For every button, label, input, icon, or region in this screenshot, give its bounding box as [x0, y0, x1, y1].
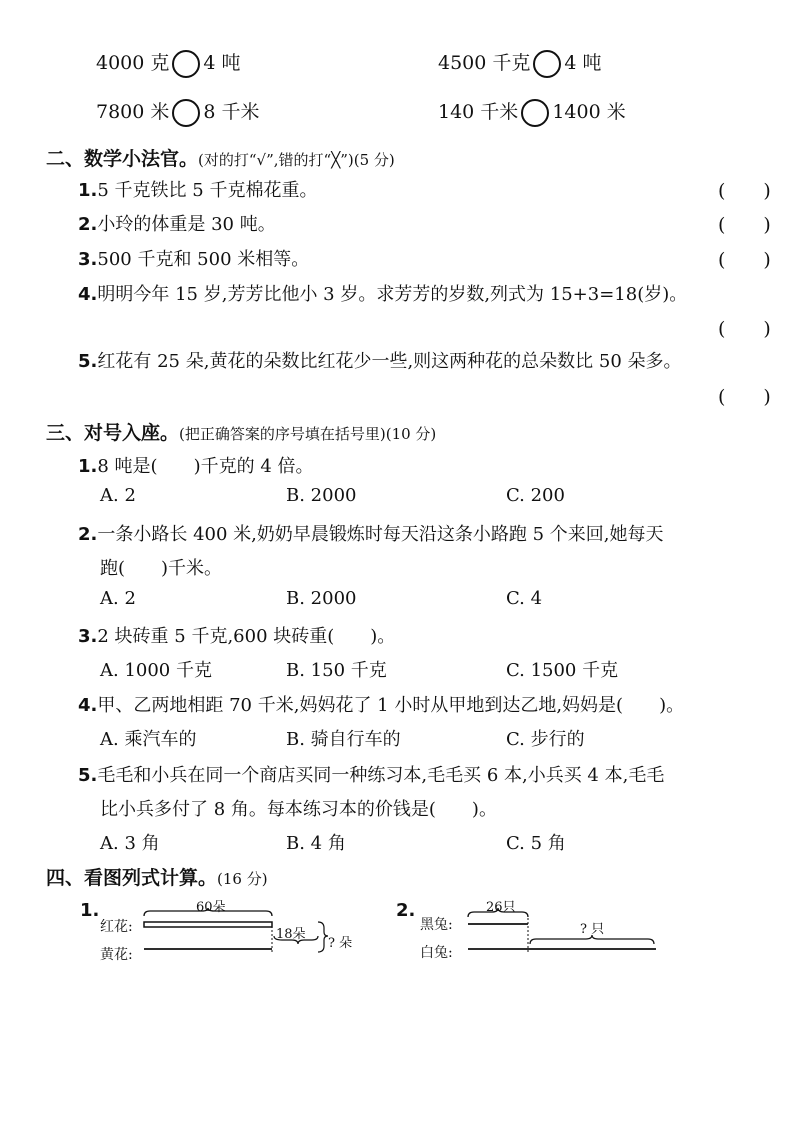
item-text: 8 吨是( )千克的 4 倍。	[97, 456, 314, 477]
section-title: 二、数学小法官。	[46, 148, 199, 170]
comparison-right: 8 千米	[203, 101, 260, 123]
compare-circle[interactable]	[521, 99, 549, 127]
s2-item-2	[78, 210, 276, 236]
option-a[interactable]: A. 3 角	[100, 833, 160, 854]
item-number: 4.	[78, 284, 98, 305]
black-brace	[468, 908, 528, 917]
answer-paren[interactable]: ( )	[718, 180, 771, 202]
item-text-continued: 跑( )千米。	[100, 558, 223, 579]
difference-brace	[274, 936, 318, 944]
comparison-right: 1400 米	[552, 101, 626, 123]
black-total-label: 26只	[486, 900, 516, 915]
option-a[interactable]: A. 2	[100, 485, 136, 506]
compare-circle[interactable]	[172, 99, 200, 127]
item-text: 明明今年 15 岁,芳芳比他小 3 岁。求芳芳的岁数,列式为 15+3=18(岁)。	[97, 284, 688, 305]
item-text: 小玲的体重是 30 吨。	[97, 214, 276, 235]
figure-number: 2.	[396, 900, 416, 921]
section4-heading	[46, 863, 268, 890]
section-title: 四、看图列式计算。	[46, 867, 218, 889]
section-note: (把正确答案的序号填在括号里)(10 分)	[179, 425, 437, 443]
item-number: 3.	[78, 249, 98, 270]
white-question-label: ? 只	[580, 922, 605, 937]
item-number: 1.	[78, 456, 98, 477]
comparison-right: 4 吨	[564, 52, 602, 74]
option-a[interactable]: A. 乘汽车的	[100, 729, 197, 750]
black-rabbit-label: 黑兔:	[420, 917, 453, 933]
section-note: (对的打“√”,错的打“╳”)(5 分)	[198, 151, 395, 169]
comparison-left: 140 千米	[438, 101, 519, 123]
option-b[interactable]: B. 2000	[286, 485, 357, 506]
total-brace	[318, 922, 328, 952]
item-number: 3.	[78, 626, 98, 647]
figure-2-diagram	[464, 908, 660, 956]
section2-heading	[46, 144, 395, 171]
s3-q2	[78, 520, 664, 546]
top-brace	[144, 908, 272, 916]
comparison-3	[96, 97, 260, 127]
option-a[interactable]: A. 2	[100, 588, 136, 609]
option-c[interactable]: C. 4	[506, 588, 543, 609]
comparison-4	[438, 97, 626, 127]
item-text-continued: 比小兵多付了 8 角。每本练习本的价钱是( )。	[100, 799, 497, 820]
s3-q1	[78, 452, 314, 478]
option-c[interactable]: C. 步行的	[506, 729, 585, 750]
item-text: 一条小路长 400 米,奶奶早晨锻炼时每天沿这条小路跑 5 个来回,她每天	[97, 524, 664, 545]
option-c[interactable]: C. 5 角	[506, 833, 566, 854]
comparison-left: 4500 千克	[438, 52, 531, 74]
item-text: 红花有 25 朵,黄花的朵数比红花少一些,则这两种花的总朵数比 50 朵多。	[97, 351, 682, 372]
s3-q3	[78, 622, 395, 648]
s2-item-5	[78, 347, 682, 373]
section-note: (16 分)	[217, 870, 268, 888]
white-brace	[530, 935, 654, 944]
comparison-left: 7800 米	[96, 101, 170, 123]
compare-circle[interactable]	[533, 50, 561, 78]
red-flower-label: 红花:	[100, 919, 133, 935]
option-c[interactable]: C. 200	[506, 485, 565, 506]
item-number: 5.	[78, 765, 98, 786]
answer-paren[interactable]: ( )	[718, 386, 771, 408]
answer-paren[interactable]: ( )	[718, 318, 771, 340]
item-text: 5 千克铁比 5 千克棉花重。	[97, 180, 318, 201]
s2-item-1	[78, 176, 317, 202]
white-rabbit-label: 白兔:	[420, 945, 453, 961]
item-number: 5.	[78, 351, 98, 372]
option-a[interactable]: A. 1000 千克	[100, 660, 212, 681]
s2-item-3	[78, 245, 309, 271]
comparison-2	[438, 48, 602, 78]
comparison-1	[96, 48, 241, 78]
option-b[interactable]: B. 4 角	[286, 833, 346, 854]
option-b[interactable]: B. 骑自行车的	[286, 729, 401, 750]
section3-heading	[46, 418, 436, 445]
item-text: 毛毛和小兵在同一个商店买同一种练习本,毛毛买 6 本,小兵买 4 本,毛毛	[97, 765, 665, 786]
figure-number: 1.	[80, 900, 100, 921]
comparison-right: 4 吨	[203, 52, 241, 74]
s2-item-4	[78, 280, 687, 306]
red-flower-bar	[144, 922, 272, 927]
red-total-label: 60朵	[196, 900, 226, 915]
answer-paren[interactable]: ( )	[718, 249, 771, 271]
item-text: 2 块砖重 5 千克,600 块砖重( )。	[97, 626, 396, 647]
item-number: 1.	[78, 180, 98, 201]
item-number: 2.	[78, 524, 98, 545]
option-b[interactable]: B. 150 千克	[286, 660, 387, 681]
comparison-left: 4000 克	[96, 52, 170, 74]
item-text: 甲、乙两地相距 70 千米,妈妈花了 1 小时从甲地到达乙地,妈妈是( )。	[97, 695, 685, 716]
option-c[interactable]: C. 1500 千克	[506, 660, 619, 681]
section-title: 三、对号入座。	[46, 422, 180, 444]
s3-q5	[78, 761, 664, 787]
figure-1-diagram	[140, 908, 330, 956]
option-b[interactable]: B. 2000	[286, 588, 357, 609]
item-number: 4.	[78, 695, 98, 716]
difference-label: 18朵	[276, 927, 306, 942]
item-number: 2.	[78, 214, 98, 235]
compare-circle[interactable]	[172, 50, 200, 78]
answer-paren[interactable]: ( )	[718, 214, 771, 236]
item-text: 500 千克和 500 米相等。	[97, 249, 310, 270]
total-question-label: ? 朵	[328, 936, 353, 951]
yellow-flower-label: 黄花:	[100, 947, 133, 963]
s3-q4	[78, 691, 684, 717]
